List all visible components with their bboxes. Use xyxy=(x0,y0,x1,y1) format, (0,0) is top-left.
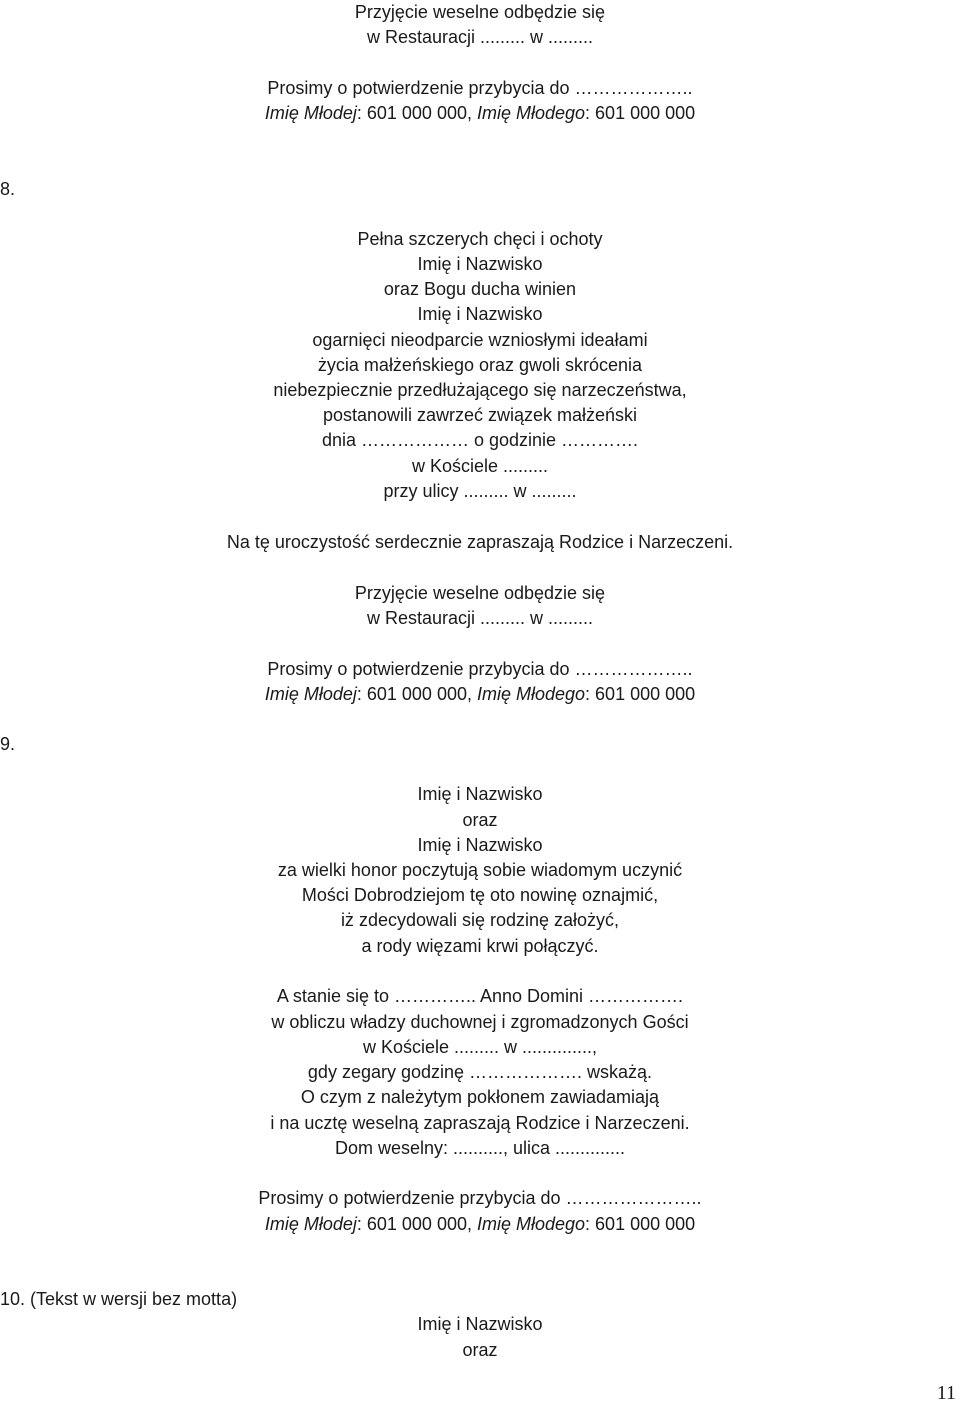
groom-label: Imię Młodego xyxy=(476,1214,586,1234)
text-line: Imię i Nazwisko xyxy=(417,254,543,274)
bride-phone: : 601 000 000, xyxy=(356,103,477,123)
phone-line xyxy=(0,682,960,707)
groom-label: Imię Młodego xyxy=(476,684,586,704)
text-line: gdy zegary godzinę ………………. wskażą. xyxy=(307,1062,653,1082)
text-line: Imię i Nazwisko xyxy=(417,304,543,324)
text-line: Prosimy o potwierdzenie przybycia do ……………….. xyxy=(267,659,693,679)
text-line: iż zdecydowali się rodzinę założyć, xyxy=(340,910,620,930)
groom-phone: : 601 000 000 xyxy=(585,1214,696,1234)
text-line: w obliczu władzy duchownej i zgromadzonych Gości xyxy=(271,1012,689,1032)
bride-label: Imię Młodej xyxy=(264,1214,357,1234)
text-line: A stanie się to ………….. Anno Domini ……………. xyxy=(276,986,684,1006)
text-line: oraz Bogu ducha winien xyxy=(383,279,577,299)
phone-line xyxy=(0,1212,960,1237)
text-line: życia małżeńskiego oraz gwoli skrócenia xyxy=(317,355,643,375)
phone-line xyxy=(0,101,960,126)
text-line: Imię i Nazwisko xyxy=(417,784,543,804)
bride-label: Imię Młodej xyxy=(264,684,357,704)
text-line: Na tę uroczystość serdecznie zapraszają Rodzice i Narzeczeni. xyxy=(226,532,734,552)
text-line: O czym z należytym pokłonem zawiadamiają xyxy=(300,1087,660,1107)
text-line: dnia ……………… o godzinie …………. xyxy=(321,430,639,450)
text-line: Imię i Nazwisko xyxy=(417,835,543,855)
groom-label: Imię Młodego xyxy=(476,103,586,123)
section-number-8: 8. xyxy=(0,179,16,199)
text-line: a rody więzami krwi połączyć. xyxy=(361,936,599,956)
text-line: za wielki honor poczytują sobie wiadomym uczynić xyxy=(277,860,683,880)
text-line: przy ulicy ......... w ......... xyxy=(383,481,577,501)
text-line: niebezpiecznie przedłużającego się narzeczeństwa, xyxy=(273,380,687,400)
text-line: w Kościele ......... xyxy=(411,456,549,476)
text-line: oraz xyxy=(462,1340,498,1360)
text-line: ogarnięci nieodparcie wzniosłymi ideałami xyxy=(312,330,648,350)
text-line: w Kościele ......... w .............., xyxy=(362,1037,598,1057)
reception-line: Przyjęcie weselne odbędzie się xyxy=(354,2,606,22)
text-line: Pełna szczerych chęci i ochoty xyxy=(357,229,603,249)
groom-phone: : 601 000 000 xyxy=(585,684,696,704)
text-line: Prosimy o potwierdzenie przybycia do ………………….. xyxy=(258,1188,702,1208)
text-line: Imię i Nazwisko xyxy=(417,1314,543,1334)
section-number-9: 9. xyxy=(0,734,16,754)
text-line: postanowili zawrzeć związek małżeński xyxy=(322,405,638,425)
groom-phone: : 601 000 000 xyxy=(585,103,696,123)
bride-phone: : 601 000 000, xyxy=(356,684,477,704)
text-line: Dom weselny: .........., ulica .............. xyxy=(334,1138,626,1158)
text-line: oraz xyxy=(462,810,498,830)
bride-label: Imię Młodej xyxy=(264,103,357,123)
text-line: Mości Dobrodziejom tę oto nowinę oznajmić, xyxy=(301,885,659,905)
section-number-10: 10. (Tekst w wersji bez motta) xyxy=(0,1289,238,1309)
rsvp-line: Prosimy o potwierdzenie przybycia do ……………….. xyxy=(267,78,693,98)
text-line: Przyjęcie weselne odbędzie się xyxy=(354,583,606,603)
bride-phone: : 601 000 000, xyxy=(356,1214,477,1234)
reception-venue-line: w Restauracji ......... w ......... xyxy=(366,27,594,47)
text-line: w Restauracji ......... w ......... xyxy=(366,608,594,628)
text-line: i na ucztę weselną zapraszają Rodzice i Narzeczeni. xyxy=(270,1113,690,1133)
page-number: 11 xyxy=(936,1382,956,1404)
